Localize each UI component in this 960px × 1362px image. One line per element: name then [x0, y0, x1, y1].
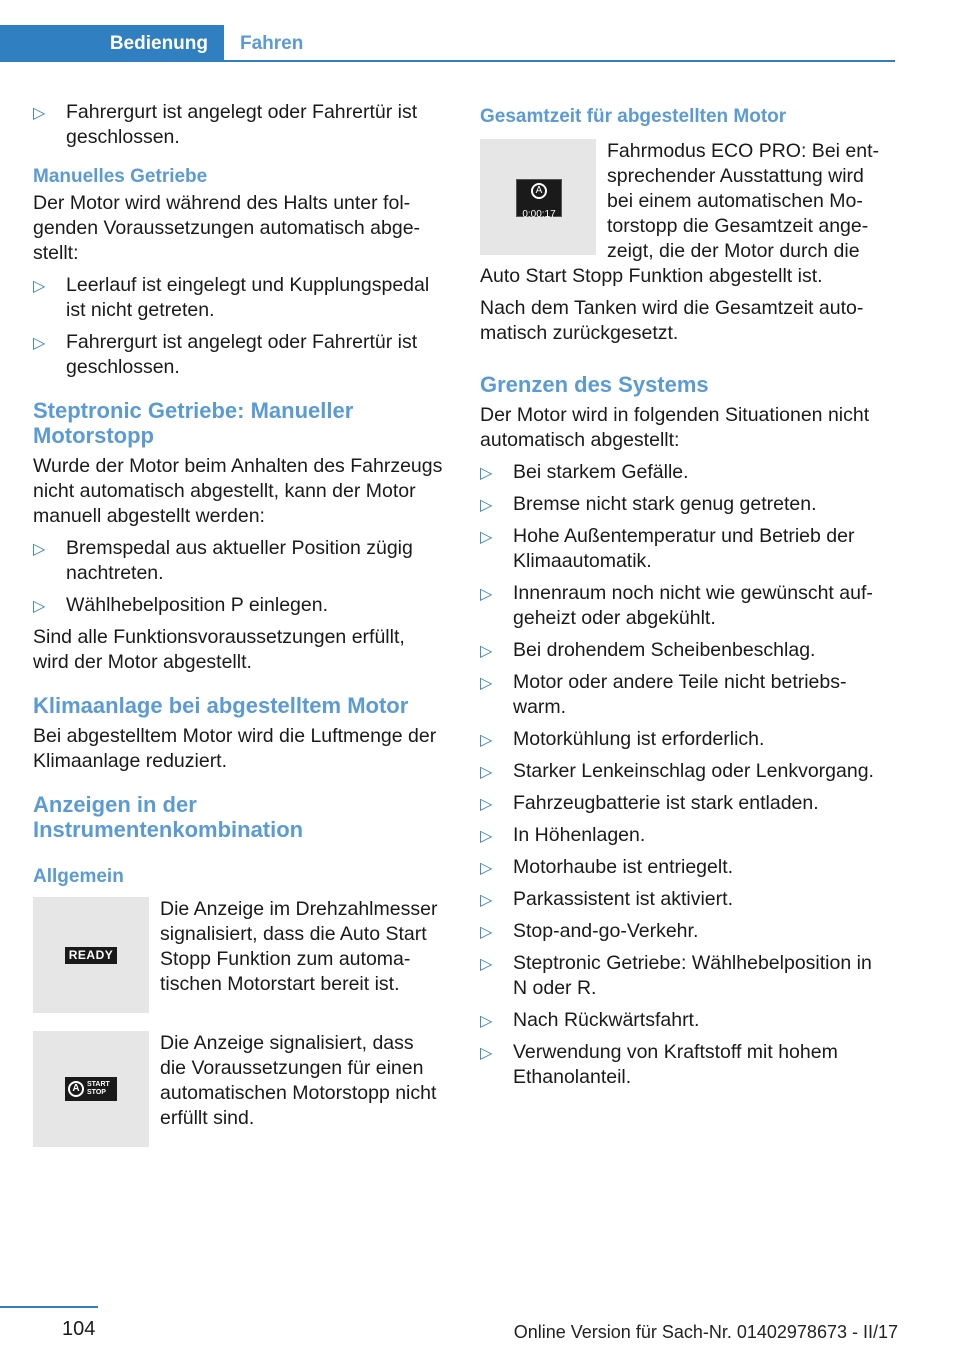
timer-indicator-image: [480, 139, 596, 255]
startstop-label: START STOP: [87, 1081, 110, 1096]
list-item: ▷ Wählhebelposition P einlegen.: [33, 593, 443, 618]
auto-a-icon: A: [531, 183, 547, 199]
paragraph: Die Anzeige im Drehzahlmesser signalisiert, dass die Auto Start Stopp Funktion zum automatischen Motorstart bereit ist.: [160, 898, 438, 995]
timer-indicator-block: [480, 139, 890, 264]
list-item: ▷ Fahrzeugbatterie ist stark entladen.: [480, 791, 890, 816]
triangle-bullet-icon: ▷: [480, 1045, 493, 1062]
page-header: [0, 0, 895, 62]
section-heading-gesamtzeit: Gesamtzeit für abgestellten Motor: [480, 106, 787, 127]
list-item: ▷ Hohe Außentemperatur und Betrieb der Klimaautomatik.: [480, 525, 855, 572]
list-item: ▷ Bremspedal aus aktueller Position zügig nachtreten.: [33, 537, 413, 584]
paragraph: Fahrmodus ECO PRO: Bei entsprechender Ausstattung wird bei einem automatischen Motorstopp die Gesamtzeit angezeigt, die der Motor durch die: [607, 140, 880, 262]
list-item: ▷ Stop-and-go-Verkehr.: [480, 919, 890, 944]
startstop-indicator-image: [33, 1031, 149, 1147]
section-heading-klima: Klimaanlage bei abgestelltem Motor: [33, 693, 409, 718]
triangle-bullet-icon: ▷: [33, 598, 46, 615]
triangle-bullet-icon: ▷: [33, 541, 46, 558]
list-item: ▷ Innenraum noch nicht wie gewünscht aufgeheizt oder abgekühlt.: [480, 582, 873, 629]
list-item: ▷ Motorhaube ist entriegelt.: [480, 855, 890, 880]
auto-start-stop-icon: [65, 1077, 117, 1101]
triangle-bullet-icon: ▷: [480, 465, 493, 482]
triangle-bullet-icon: ▷: [480, 796, 493, 813]
list-item: ▷ Steptronic Getriebe: Wählhebelposition in N oder R.: [480, 952, 872, 999]
section-heading-manuelles: Manuelles Getriebe: [33, 166, 208, 187]
timer-value: 0:00:17: [522, 209, 556, 220]
paragraph: Bei abgestelltem Motor wird die Luftmenge der Klimaanlage reduziert.: [33, 725, 437, 772]
triangle-bullet-icon: ▷: [480, 956, 493, 973]
list-item: ▷ In Höhenlagen.: [480, 823, 890, 848]
triangle-bullet-icon: ▷: [480, 643, 493, 660]
paragraph: Wurde der Motor beim Anhalten des Fahrzeugs nicht automatisch abgestellt, kann der Motor manuell abgestellt werden:: [33, 455, 443, 527]
online-version-note: Online Version für Sach-Nr. 01402978673 - II/17: [513, 1322, 898, 1342]
list-item: ▷ Fahrergurt ist angelegt oder Fahrertür ist geschlossen.: [33, 331, 418, 378]
list-item: ▷ Bei starkem Gefälle.: [480, 460, 890, 485]
timer-icon: [516, 179, 562, 220]
section-heading-anzeigen: Anzeigen in der Instrumentenkombination: [33, 792, 304, 842]
triangle-bullet-icon: ▷: [33, 105, 46, 122]
section-heading-allgemein: Allgemein: [33, 866, 124, 887]
triangle-bullet-icon: ▷: [480, 675, 493, 692]
ready-indicator-image: [33, 897, 149, 1013]
list-item: ▷ Bei drohendem Scheibenbeschlag.: [480, 638, 890, 663]
section-heading-grenzen: Grenzen des Systems: [480, 372, 709, 397]
triangle-bullet-icon: ▷: [480, 529, 493, 546]
paragraph: Nach dem Tanken wird die Gesamtzeit automatisch zurückgesetzt.: [480, 297, 864, 344]
paragraph: Der Motor wird während des Halts unter folgenden Voraussetzungen automatisch abgestellt:: [33, 192, 421, 264]
auto-a-icon: A: [68, 1081, 84, 1097]
triangle-bullet-icon: ▷: [480, 586, 493, 603]
list-item: ▷ Parkassistent ist aktiviert.: [480, 887, 890, 912]
startstop-indicator-block: [33, 1031, 443, 1147]
triangle-bullet-icon: ▷: [480, 497, 493, 514]
list-item: ▷ Starker Lenkeinschlag oder Lenkvorgang.: [480, 759, 890, 784]
paragraph: Sind alle Funktionsvoraussetzungen erfüllt, wird der Motor abgestellt.: [33, 626, 405, 673]
section-heading-steptronic: Steptronic Getriebe: Manueller Motorstopp: [33, 398, 354, 448]
ready-badge: READY: [65, 947, 117, 964]
header-divider: [0, 60, 895, 62]
list-item: ▷ Leerlauf ist eingelegt und Kupplungspedal ist nicht getreten.: [33, 274, 430, 321]
paragraph: Die Anzeige signalisiert, dass die Voraussetzungen für einen automatischen Motorstopp nicht erfüllt sind.: [160, 1032, 437, 1129]
list-item: ▷ Fahrergurt ist angelegt oder Fahrertür ist geschlossen.: [33, 101, 418, 148]
ready-indicator-block: [33, 897, 443, 1013]
triangle-bullet-icon: ▷: [480, 732, 493, 749]
grenzen-list: [480, 460, 890, 1090]
triangle-bullet-icon: ▷: [480, 764, 493, 781]
triangle-bullet-icon: ▷: [480, 860, 493, 877]
paragraph: Der Motor wird in folgenden Situationen nicht automatisch abgestellt:: [480, 404, 870, 451]
list-item: ▷ Verwendung von Kraftstoff mit hohem Ethanolanteil.: [480, 1041, 838, 1088]
triangle-bullet-icon: ▷: [480, 892, 493, 909]
list-item: ▷ Nach Rückwärtsfahrt.: [480, 1008, 890, 1033]
triangle-bullet-icon: ▷: [480, 924, 493, 941]
list-item: ▷ Motor oder andere Teile nicht betriebswarm.: [480, 671, 847, 718]
right-column: [480, 100, 890, 1097]
list-item: ▷ Bremse nicht stark genug getreten.: [480, 492, 890, 517]
page-number: 104: [62, 1318, 96, 1340]
left-column: [33, 100, 443, 1165]
list-item: ▷ Motorkühlung ist erforderlich.: [480, 727, 890, 752]
paragraph: Auto Start Stopp Funktion abgestellt ist.: [480, 265, 823, 287]
triangle-bullet-icon: ▷: [480, 1013, 493, 1030]
tab-fahren[interactable]: Fahren: [240, 33, 304, 54]
tab-bedienung[interactable]: Bedienung: [0, 25, 224, 62]
triangle-bullet-icon: ▷: [480, 828, 493, 845]
triangle-bullet-icon: ▷: [33, 335, 46, 352]
triangle-bullet-icon: ▷: [33, 278, 46, 295]
footer-divider: [0, 1306, 98, 1308]
